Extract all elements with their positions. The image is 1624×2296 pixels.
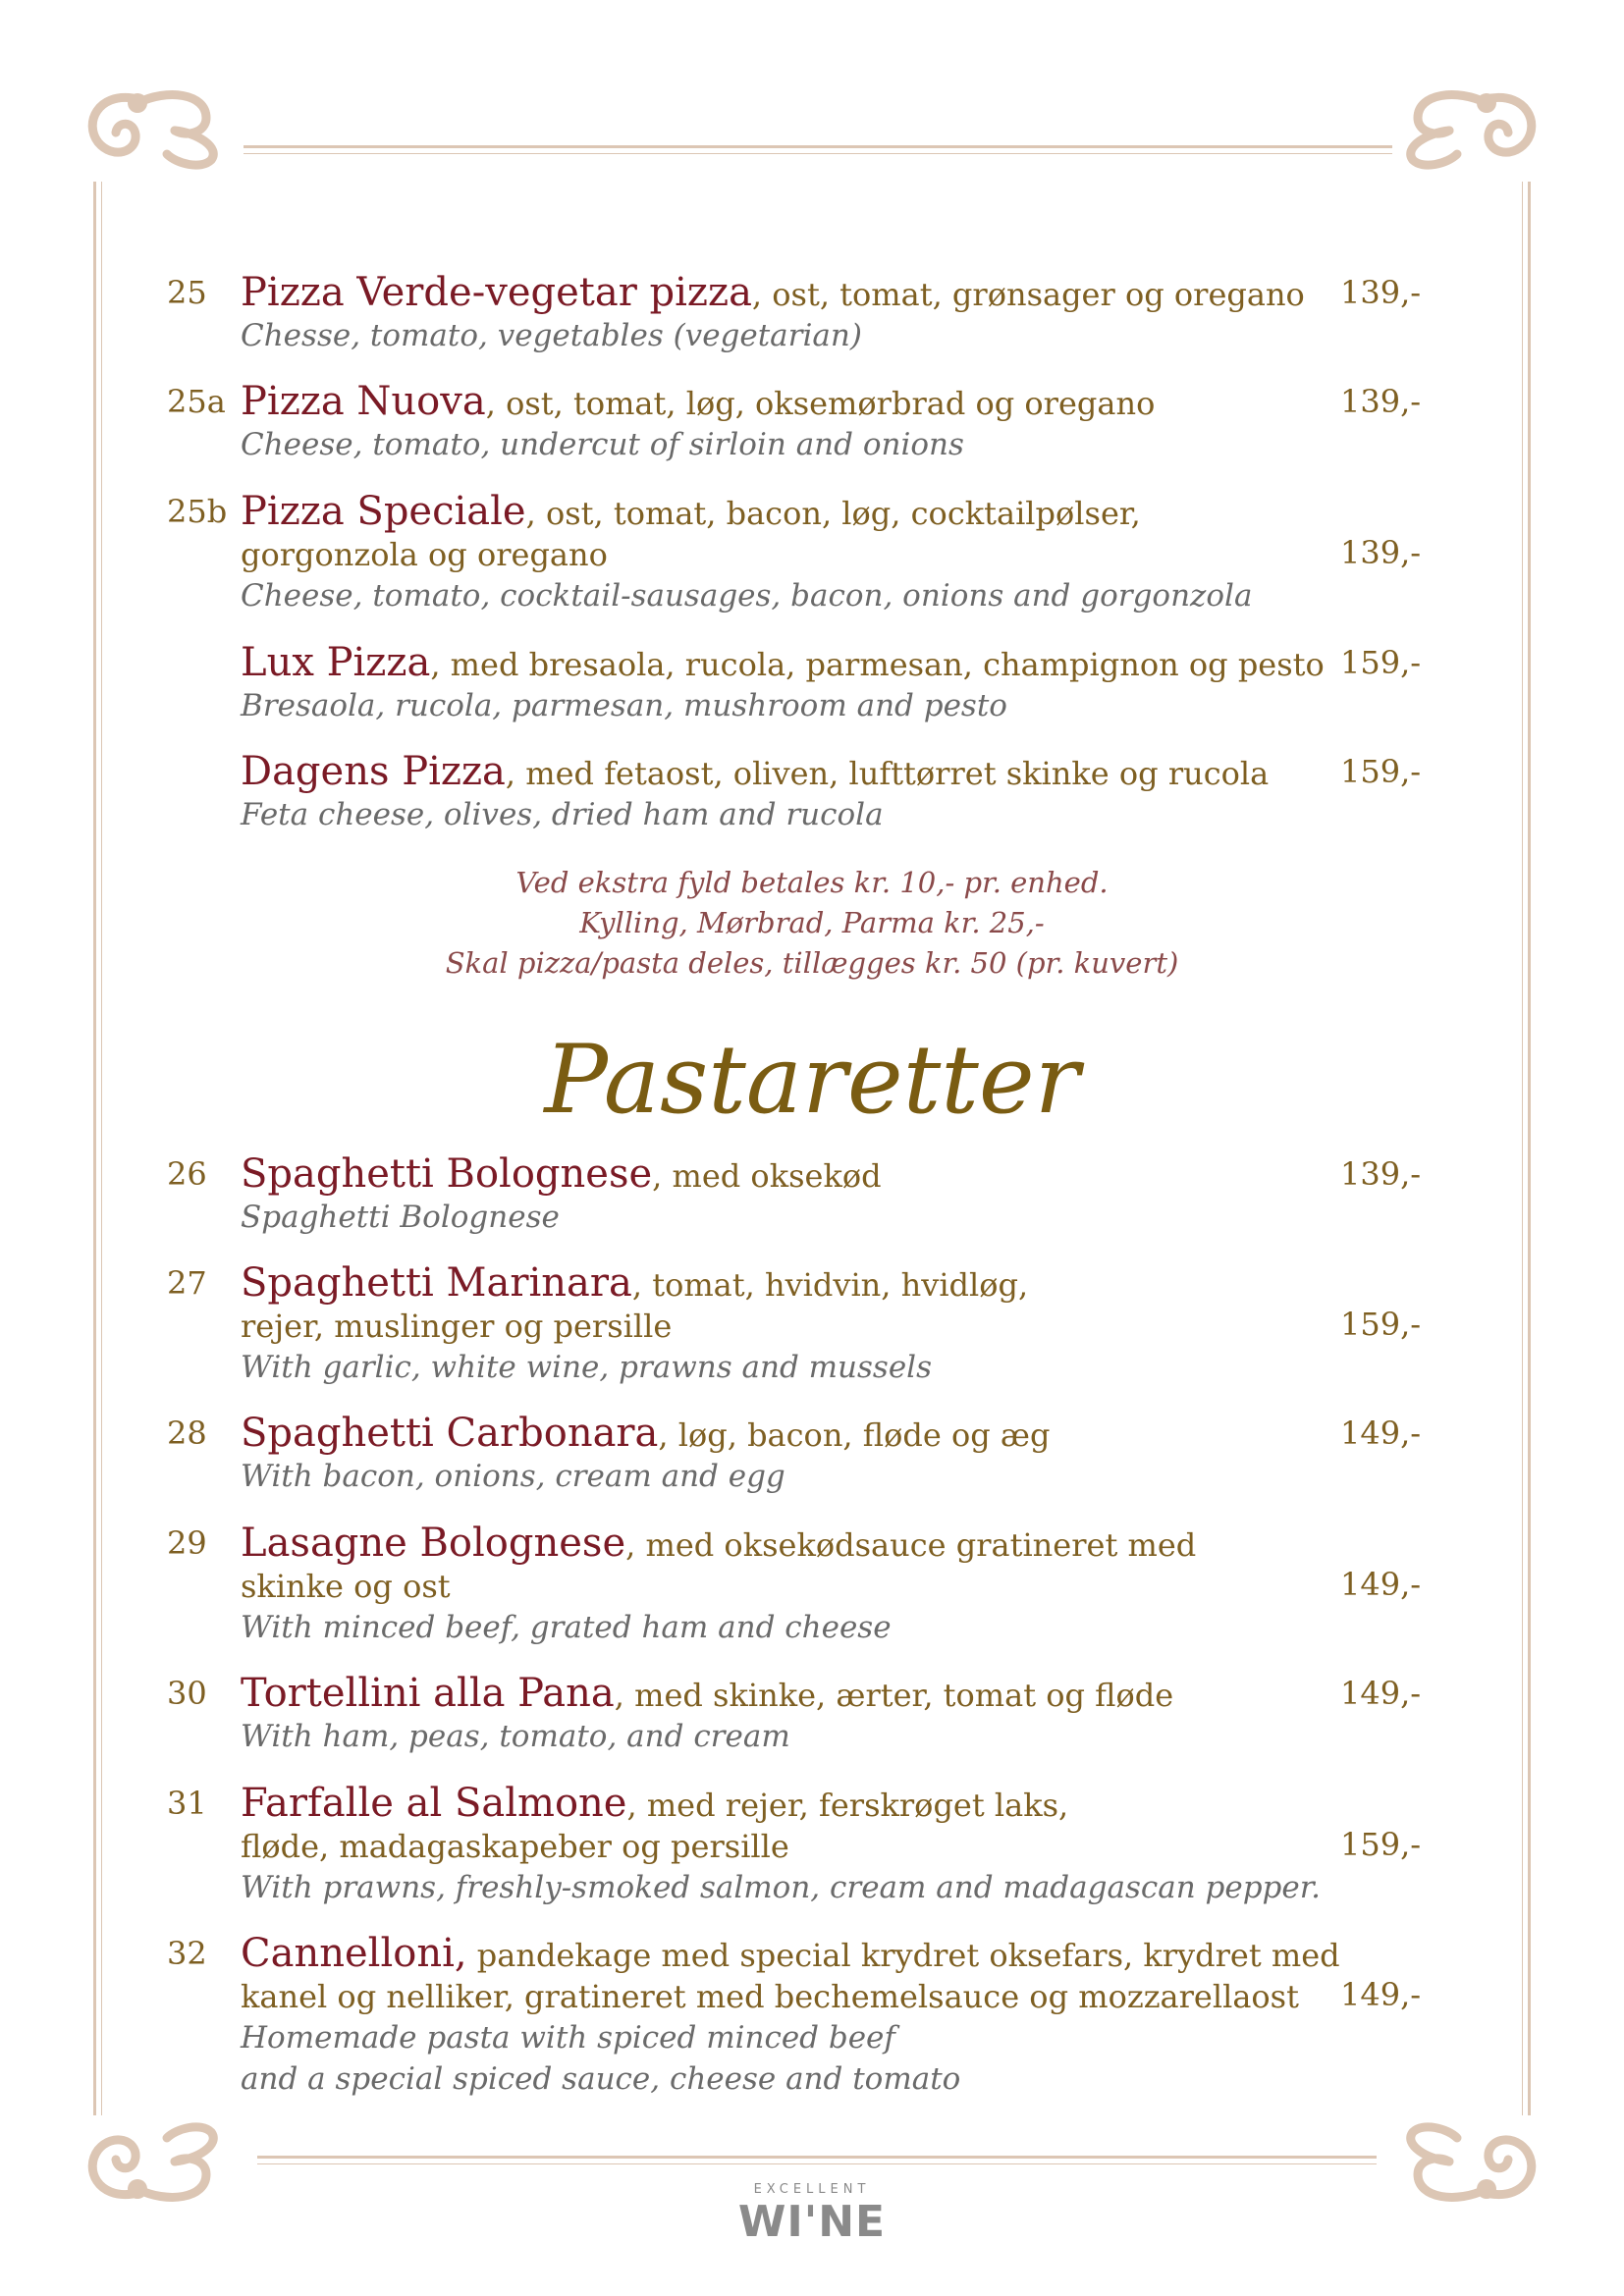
dish-ingredients-cont: gorgonzola og oregano [241,536,608,573]
dish-ingredients: , ost, tomat, grønsager og oregano [751,276,1305,313]
item-description [241,272,1311,356]
excellent-wine-logo [714,2181,910,2246]
dish-ingredients: , med bresaola, rucola, parmesan, champignon og pesto [430,646,1325,683]
dish-english: Cheese, tomato, cocktail-sausages, bacon, onions and gorgonzola [241,578,1253,614]
dish-price: 149,- [1340,1675,1422,1712]
dish-price: 139,- [1340,1155,1422,1193]
dish-price: 139,- [1340,274,1422,311]
dish-name: Spaghetti Carbonara [241,1411,659,1456]
dish-price: 139,- [1340,534,1422,571]
logo-big-text: WI'NE [737,2197,887,2247]
item-description [241,1413,1311,1497]
dish-price: 159,- [1340,1826,1422,1863]
dish-english: Cheese, tomato, undercut of sirloin and onions [241,427,964,462]
item-number: 25b [167,493,228,530]
dish-english: With garlic, white wine, prawns and mussels [241,1350,932,1385]
sharing-note: Skal pizza/pasta deles, tillægges kr. 50 (pr. kuvert) [445,946,1179,980]
item-number: 28 [167,1415,207,1452]
item-number: 32 [167,1935,207,1972]
corner-ornament-top-right [1388,83,1545,172]
dish-english: Chesse, tomato, vegetables (vegetarian) [241,318,862,353]
dish-price: 149,- [1340,1976,1422,2013]
dish-ingredients: , ost, tomat, bacon, løg, cocktailpølser, [525,495,1141,532]
item-description [241,1673,1311,1757]
dish-english: With prawns, freshly-smoked salmon, cream and madagascan pepper. [241,1870,1322,1905]
item-number: 25a [167,383,226,420]
dish-name: Tortellini alla Pana [241,1671,615,1716]
corner-ornament-bottom-left [79,2120,236,2209]
dish-ingredients: , med skinke, ærter, tomat og fløde [614,1677,1174,1714]
item-number: 27 [167,1264,207,1302]
frame-right-line-inner [1522,182,1523,2115]
item-number: 30 [167,1675,207,1712]
dish-name: Pizza Speciale [241,489,526,534]
dish-ingredients-cont: fløde, madagaskapeber og persille [241,1828,789,1865]
item-description [241,1931,1340,2100]
item-number: 29 [167,1524,207,1562]
item-description [241,751,1311,835]
dish-ingredients-cont: kanel og nelliker, gratineret med bechemelsauce og mozzarellaost [241,1978,1299,2015]
frame-right-line [1528,182,1531,2115]
corner-ornament-bottom-right [1388,2120,1545,2209]
item-description [241,491,1311,616]
logo-small-text: EXCELLENT [753,2182,871,2197]
dish-ingredients: , med rejer, ferskrøget laks, [626,1787,1069,1824]
dish-ingredients: , løg, bacon, fløde og æg [658,1416,1051,1454]
dish-price: 159,- [1340,644,1422,681]
dish-name: Dagens Pizza [241,749,506,794]
dish-english: Feta cheese, olives, dried ham and rucola [241,797,884,832]
frame-top-line [244,145,1392,148]
section-title: Pastaretter [544,1025,1080,1135]
dish-name: Spaghetti Marinara [241,1260,632,1306]
frame-top-line-inner [244,153,1392,154]
dish-ingredients: , ost, tomat, løg, oksemørbrad og oregano [485,385,1156,422]
extra-fill-note: Ved ekstra fyld betales kr. 10,- pr. enhed. [515,866,1109,899]
frame-bottom-line-inner [257,2163,1377,2164]
chicken-note: Kylling, Mørbrad, Parma kr. 25,- [579,906,1045,939]
dish-english: With minced beef, grated ham and cheese [241,1610,892,1645]
dish-name: Pizza Verde-vegetar pizza [241,270,752,315]
frame-left-line [93,182,96,2115]
dish-ingredients: , tomat, hvidvin, hvidløg, [631,1266,1029,1304]
dish-price: 139,- [1340,383,1422,420]
item-description [241,1781,1322,1908]
dish-english: Bresaola, rucola, parmesan, mushroom and pesto [241,688,1007,723]
dish-name: Farfalle al Salmone [241,1781,627,1826]
dish-ingredients: , med oksekød [652,1157,882,1195]
frame-left-line-inner [101,182,102,2115]
item-number: 26 [167,1155,207,1193]
dish-name: Spaghetti Bolognese [241,1151,653,1197]
dish-ingredients-cont: skinke og ost [241,1568,451,1605]
dish-price: 159,- [1340,753,1422,790]
item-number: 31 [167,1785,207,1822]
dish-price: 149,- [1340,1566,1422,1603]
corner-ornament-top-left [79,83,236,172]
item-description [241,1522,1311,1648]
dish-name: Pizza Nuova [241,379,486,424]
dish-price: 149,- [1340,1415,1422,1452]
dish-english: Spaghetti Bolognese [241,1200,560,1235]
dish-english: With bacon, onions, cream and egg [241,1459,785,1494]
dish-ingredients-cont: rejer, muslinger og persille [241,1308,673,1345]
item-number: 25 [167,274,207,311]
item-description [241,1262,1311,1388]
dish-ingredients: , med oksekødsauce gratineret med [625,1526,1197,1564]
item-description [241,381,1311,465]
item-description [241,1153,1311,1238]
dish-name: Lux Pizza [241,640,431,685]
dish-english: With ham, peas, tomato, and cream [241,1719,790,1754]
dish-ingredients: , med fetaost, oliven, lufttørret skinke og rucola [505,755,1270,792]
dish-price: 159,- [1340,1306,1422,1343]
dish-name: Cannelloni, [241,1931,467,1976]
dish-english-cont: and a special spiced sauce, cheese and tomato [241,2061,961,2097]
dish-name: Lasagne Bolognese [241,1521,626,1566]
item-description [241,640,1325,726]
frame-bottom-line [257,2156,1377,2159]
dish-ingredients: pandekage med special krydret oksefars, krydret med [466,1937,1340,1974]
dish-english: Homemade pasta with spiced minced beef [241,2020,895,2056]
